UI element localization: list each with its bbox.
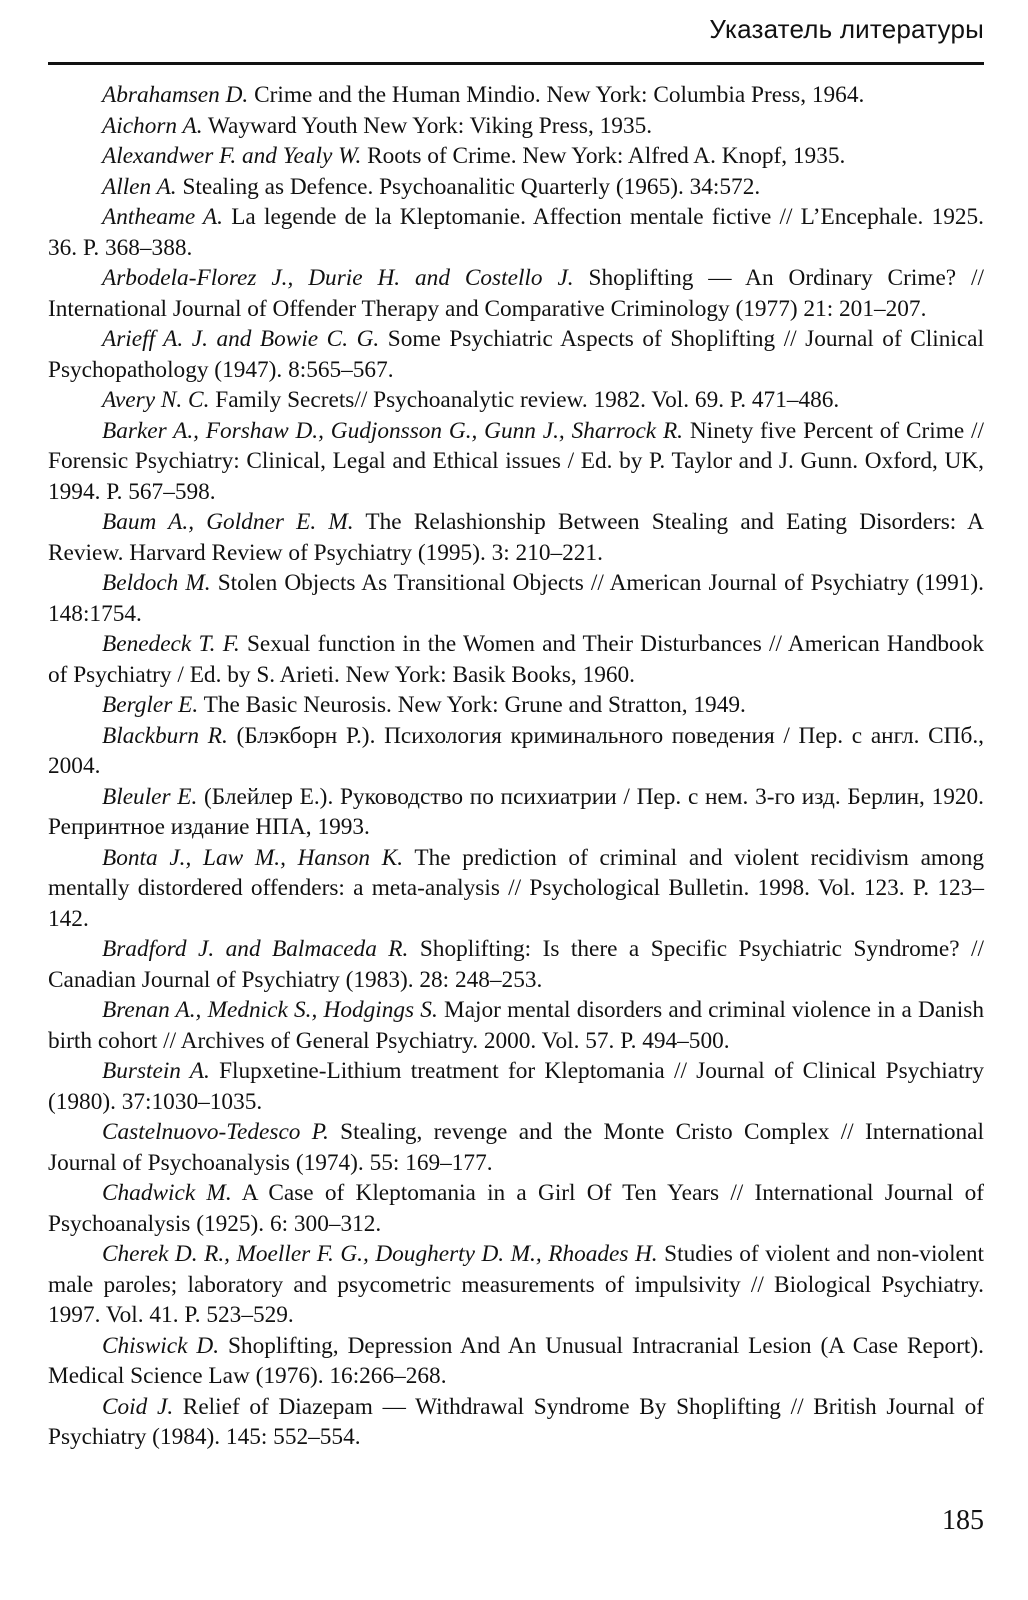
reference-authors: Arbodela-Florez J., Durie H. and Costello J. [102, 265, 574, 291]
reference-entry [48, 995, 984, 1056]
reference-entry [48, 568, 984, 629]
reference-entry [48, 721, 984, 782]
reference-text: Stealing, revenge and the Monte Cristo Complex // International Journal of Psychoanalysis (1974). 55: 169–177. [48, 1119, 984, 1176]
reference-entry [48, 507, 984, 568]
reference-entry [48, 80, 984, 111]
reference-authors: Blackburn R. [102, 722, 228, 749]
page-number: 185 [942, 1505, 984, 1536]
reference-text: Some Psychiatric Aspects of Shoplifting // Journal of Clinical Psychopathology (1947). 8:565–567. [48, 326, 984, 383]
reference-text: La legende de la Kleptomanie. Affection mentale fictive // L’Encephale. 1925. 36. P. 368–388. [48, 204, 984, 261]
header-rule [48, 62, 984, 65]
reference-entry [48, 1178, 984, 1239]
reference-entry [48, 385, 984, 416]
reference-authors: Benedeck T. F. [102, 631, 240, 657]
reference-text: Major mental disorders and criminal violence in a Danish birth cohort // Archives of General Psychiatry. 2000. Vol. 57. P. 494–500. [48, 997, 984, 1054]
reference-entry [48, 1239, 984, 1331]
reference-text: Relief of Diazepam — Withdrawal Syndrome By Shoplifting // British Journal of Psychiatry (1984). 145: 552–554. [48, 1393, 984, 1450]
reference-authors: Allen A. [102, 173, 177, 200]
reference-authors: Bergler E. [102, 692, 199, 718]
reference-authors: Chadwick M. [102, 1180, 232, 1206]
reference-text: Roots of Crime. New York: Alfred A. Knopf, 1935. [361, 143, 846, 169]
reference-entry [48, 934, 984, 995]
reference-text: The Basic Neurosis. New York: Grune and Stratton, 1949. [198, 692, 746, 718]
reference-text: (Блэкборн Р.). Психология криминального поведения / Пер. с англ. СПб., 2004. [48, 722, 984, 779]
reference-authors: Brenan A., Mednick S., Hodgings S. [102, 997, 438, 1023]
reference-authors: Coid J. [102, 1393, 174, 1420]
reference-text: (Блейлер Е.). Руководство по психиатрии / Пер. с нем. 3-го изд. Берлин, 1920. Репринтное издание НПА, 1993. [48, 783, 984, 840]
reference-text: The Relashionship Between Stealing and Eating Disorders: A Review. Harvard Review of Psychiatry (1995). 3: 210–221. [48, 509, 984, 566]
reference-entry [48, 782, 984, 843]
reference-text: Crime and the Human Mindio. New York: Columbia Press, 1964. [248, 82, 865, 108]
reference-entry [48, 1331, 984, 1392]
reference-list [48, 80, 984, 1453]
reference-entry [48, 416, 984, 508]
reference-text: Family Secrets// Psychoanalytic review. 1982. Vol. 69. P. 471–486. [209, 387, 840, 413]
reference-text: Ninety five Percent of Crime // Forensic Psychiatry: Clinical, Legal and Ethical issues / Ed. by P. Taylor and J. Gunn. Oxford, UK, 1994. P. 567–598. [48, 417, 984, 505]
reference-text: The prediction of criminal and violent recidivism among mentally distordered offenders: a meta-analysis // Psychological Bulletin. 1998. Vol. 123. P. 123–142. [48, 844, 984, 932]
running-header: Указатель литературы [709, 14, 984, 44]
reference-authors: Bradford J. and Balmaceda R. [102, 936, 409, 962]
reference-entry [48, 172, 984, 203]
reference-authors: Bonta J., Law M., Hanson K. [102, 844, 404, 871]
reference-text: Shoplifting: Is there a Specific Psychiatric Syndrome? // Canadian Journal of Psychiatry (1983). 28: 248–253. [48, 936, 984, 993]
reference-authors: Abrahamsen D. [102, 82, 249, 108]
reference-entry [48, 263, 984, 324]
reference-authors: Avery N. C. [102, 387, 210, 413]
reference-text: Studies of violent and non-violent male paroles; laboratory and psycometric measurements of impulsivity // Biological Psychiatry. 1997. Vol. 41. P. 523–529. [48, 1241, 985, 1328]
reference-authors: Aichorn A. [102, 112, 203, 139]
reference-authors: Cherek D. R., Moeller F. G., Dougherty D. M., Rhoades H. [102, 1241, 658, 1267]
reference-authors: Bleuler E. [102, 783, 198, 810]
reference-authors: Arieff A. J. and Bowie C. G. [102, 326, 380, 352]
reference-entry [48, 141, 984, 172]
reference-entry [48, 629, 984, 690]
reference-entry [48, 111, 984, 142]
reference-text: Sexual function in the Women and Their Disturbances // American Handbook of Psychiatry / Ed. by S. Arieti. New York: Basik Books, 1960. [48, 631, 984, 688]
reference-entry [48, 1056, 984, 1117]
reference-text: Shoplifting — An Ordinary Crime? // International Journal of Offender Therapy and Comparative Criminology (1977) 21: 201–207. [48, 265, 984, 322]
reference-entry [48, 1392, 984, 1453]
reference-entry [48, 690, 984, 721]
reference-text: Shoplifting, Depression And An Unusual Intracranial Lesion (A Case Report). Medical Science Law (1976). 16:266–268. [48, 1332, 984, 1389]
reference-authors: Burstein A. [102, 1058, 210, 1084]
reference-text: Stolen Objects As Transitional Objects // American Journal of Psychiatry (1991). 148:1754. [48, 570, 984, 627]
reference-authors: Antheame A. [102, 204, 223, 230]
reference-authors: Beldoch M. [102, 570, 211, 596]
reference-entry [48, 1117, 984, 1178]
reference-entry [48, 324, 984, 385]
reference-text: Stealing as Defence. Psychoanalitic Quarterly (1965). 34:572. [176, 173, 761, 200]
reference-authors: Alexandwer F. and Yealy W. [102, 143, 362, 169]
reference-authors: Barker A., Forshaw D., Gudjonsson G., Gunn J., Sharrock R. [102, 417, 683, 444]
reference-entry [48, 202, 984, 263]
reference-authors: Chiswick D. [102, 1332, 220, 1359]
reference-text: Flupxetine-Lithium treatment for Kleptomania // Journal of Clinical Psychiatry (1980). 37:1030–1035. [48, 1058, 984, 1115]
reference-text: A Case of Kleptomania in a Girl Of Ten Years // International Journal of Psychoanalysis (1925). 6: 300–312. [48, 1180, 984, 1237]
reference-entry [48, 843, 984, 935]
reference-authors: Castelnuovo-Tedesco P. [102, 1119, 329, 1145]
reference-text: Wayward Youth New York: Viking Press, 1935. [202, 112, 653, 139]
reference-authors: Baum A., Goldner E. M. [102, 509, 354, 535]
